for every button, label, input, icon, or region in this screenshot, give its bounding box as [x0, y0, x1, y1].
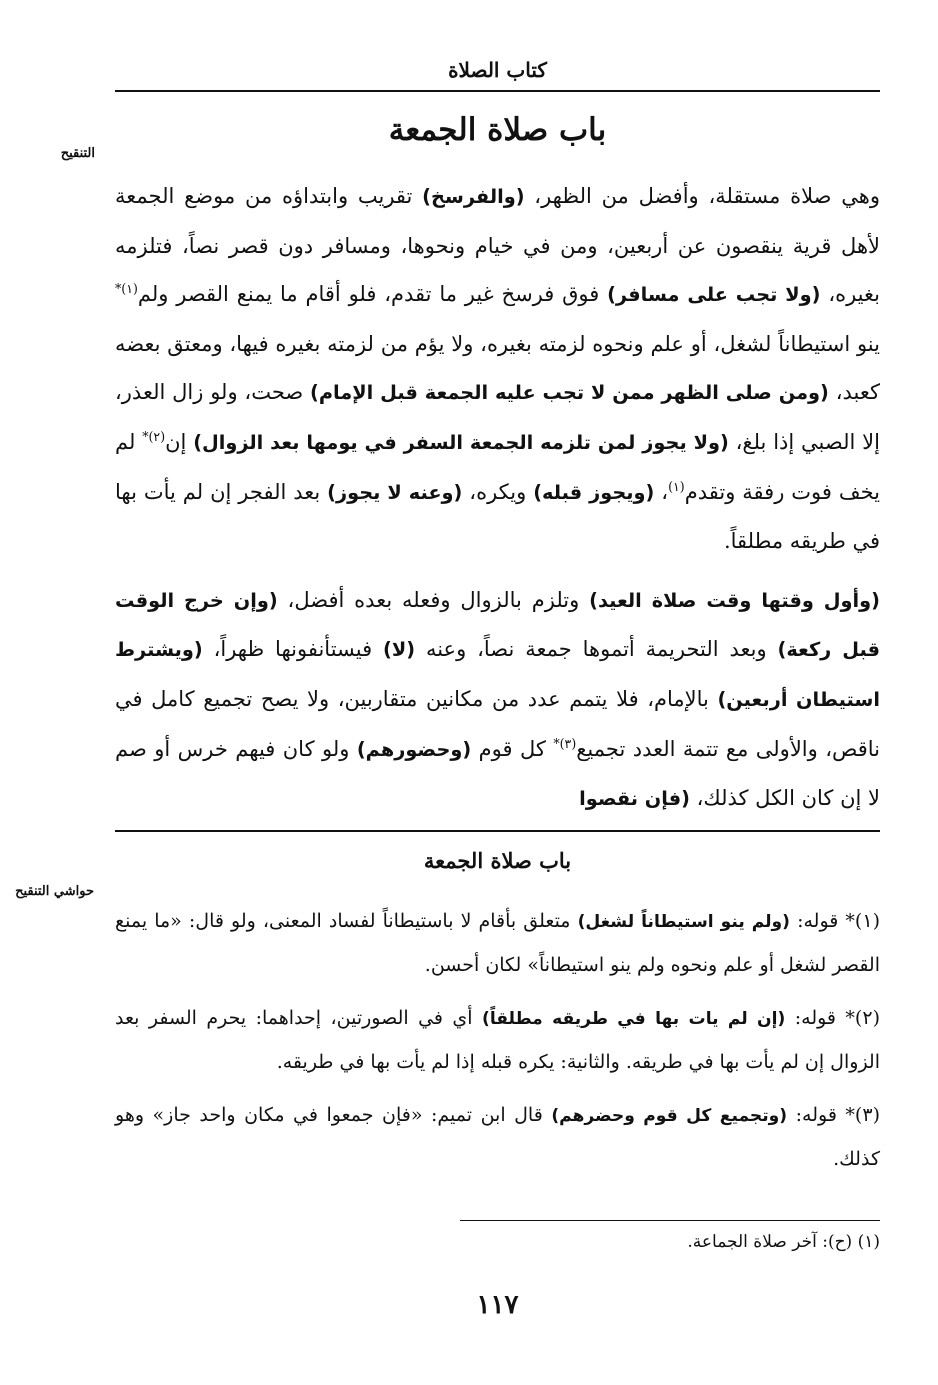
bold-run: (وحضورهم): [356, 737, 472, 761]
note-marker: (٣)*: [553, 735, 577, 751]
paragraph-1: [115, 172, 880, 566]
text-run: ولو كان فيهم خرس أو صم لا إن كان الكل كذلك،: [115, 736, 880, 811]
text-run: وهي صلاة مستقلة، وأفضل من الظهر،: [524, 184, 881, 208]
text-run: وبعد التحريمة أتموها جمعة نصاً، وعنه: [415, 637, 778, 662]
bold-run: (ويشترط استيطان أربعين): [115, 638, 880, 711]
text-run: بالإمام، فلا يتمم عدد من مكانين متقاربين، ولا يصح تجميع كامل في ناقص، والأولى مع تتمة العدد تجميع: [115, 686, 880, 761]
text-run: كل قوم: [471, 736, 554, 761]
text-run: إن: [165, 429, 194, 454]
bold-run: (ومن صلى الظهر ممن لا تجب عليه الجمعة قبل الإمام): [310, 381, 829, 405]
note-marker: (١)*: [115, 281, 138, 297]
bold-run: (فإن نقصوا: [579, 787, 690, 811]
text-run: فوق فرسخ غير ما تقدم، فلو أقام ما يمنع القصر ولم: [137, 282, 608, 307]
text-run: (٣)* قوله:: [787, 1104, 880, 1126]
text-run: وتلزم بالزوال وفعله بعده أفضل،: [277, 587, 590, 612]
header-rule: [115, 90, 880, 92]
bold-run: (ولا يجوز لمن تلزمه الجمعة السفر في يومها بعد الزوال): [193, 430, 729, 454]
notes-divider: [115, 830, 880, 832]
text-run: (١)* قوله:: [790, 910, 880, 932]
bold-run: (ولم ينو استيطاناً لشغل): [577, 912, 790, 932]
text-run: ينو استيطاناً لشغل، أو علم ونحوه لزمته بغيره، ولا يؤم من لزمته بغيره فيها، ومعتق بعضه كعبد،: [115, 331, 880, 405]
note-1: [115, 900, 880, 987]
page-number: ١١٧: [476, 1290, 519, 1320]
text-run: (٢)* قوله:: [785, 1007, 880, 1029]
notes-title: باب صلاة الجمعة: [423, 848, 572, 873]
note-3: [115, 1094, 880, 1181]
bold-run: (وتجميع كل قوم وحضرهم): [551, 1106, 788, 1126]
margin-label-main: التنقيح: [60, 146, 95, 161]
footnote-rule: [460, 1220, 880, 1221]
footnote: (١) (ح): آخر صلاة الجماعة.: [687, 1232, 880, 1252]
text-run: متعلق بأقام لا باستيطاناً لفساد المعنى، ولو قال: «ما يمنع القصر لشغل أو علم ونحوه ولم ينو استيطاناً» لكان أحسن.: [115, 910, 880, 976]
text-run: فيستأنفونها ظهراً،: [202, 637, 384, 662]
text-run: بعد الفجر إن لم يأت بها في طريقه مطلقاً.: [115, 479, 880, 554]
bold-run: (وإن خرج الوقت قبل ركعة): [115, 588, 881, 662]
bold-run: (والفرسخ): [422, 185, 525, 208]
footnote-marker: (١): [668, 478, 685, 494]
text-run: قال ابن تميم: «فإن جمعوا في مكان واحد جاز» وهو كذلك.: [115, 1104, 880, 1170]
bold-run: (إن لم يات بها في طريقه مطلقاً): [482, 1009, 786, 1029]
bold-run: (وأول وقتها وقت صلاة العيد): [589, 588, 880, 612]
text-run: صحت، ولو زال العذر، إلا الصبي إذا بلغ،: [115, 380, 880, 454]
text-run: لم يخف فوت رفقة وتقدم: [115, 429, 880, 504]
bold-run: (ويجوز قبله): [533, 480, 655, 504]
bold-run: (لا): [383, 638, 416, 662]
bold-run: (ولا تجب على مسافر): [607, 283, 821, 307]
note-2: [115, 997, 880, 1084]
text-run: ،: [654, 479, 669, 504]
text-run: ويكره،: [462, 479, 534, 504]
chapter-title: باب صلاة الجمعة: [388, 112, 607, 148]
text-run: أي في الصورتين، إحداهما: يحرم السفر بعد الزوال إن لم يأت بها في طريقه. والثانية: يكره قبله إذا لم يأت بها في طريقه.: [115, 1007, 880, 1073]
main-text: [115, 172, 880, 824]
margin-label-notes: حواشي التنقيح: [15, 884, 94, 899]
paragraph-2: [115, 576, 880, 824]
running-title: كتاب الصلاة: [448, 58, 547, 82]
text-run: تقريب وابتداؤه من موضع الجمعة لأهل قرية ينقصون عن أربعين، ومن في خيام ونحوها، ومسافر دون قصر نصاً، فتلزمه بغيره،: [115, 184, 880, 307]
note-marker: (٢)*: [142, 428, 166, 444]
bold-run: (وعنه لا يجوز): [327, 480, 463, 504]
commentary-notes: [115, 900, 880, 1181]
